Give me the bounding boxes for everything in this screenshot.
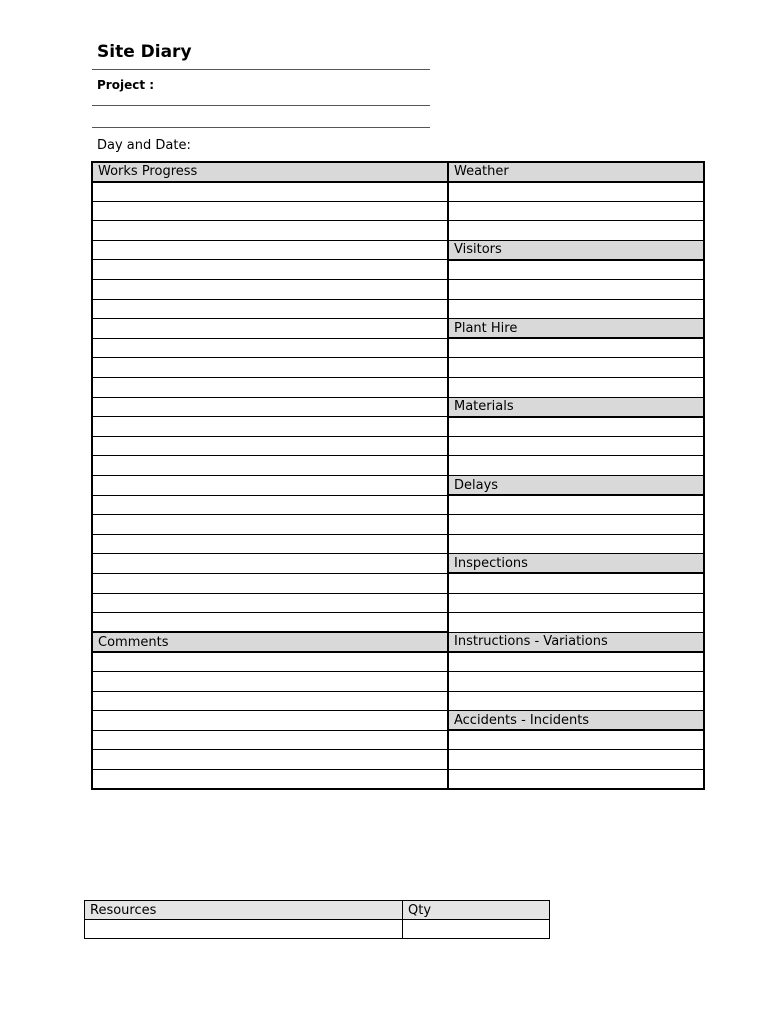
section-heading-instructions-variations: Instructions - Variations (448, 632, 704, 652)
resources-header-qty: Qty (403, 901, 550, 920)
table-row (92, 750, 704, 770)
page-title: Site Diary (97, 42, 192, 62)
table-row (92, 769, 704, 789)
instructions-variations-entry-cell[interactable] (448, 671, 704, 691)
works-progress-entry-cell[interactable] (92, 201, 448, 221)
visitors-entry-cell[interactable] (448, 260, 704, 280)
table-row (92, 417, 704, 437)
weather-entry-cell[interactable] (448, 221, 704, 241)
works-progress-entry-cell[interactable] (92, 534, 448, 554)
table-row (92, 613, 704, 633)
table-row (92, 495, 704, 515)
table-row (92, 338, 704, 358)
works-progress-entry-cell[interactable] (92, 378, 448, 398)
table-row (92, 476, 704, 496)
table-row (92, 221, 704, 241)
comments-entry-cell[interactable] (92, 730, 448, 750)
table-row (92, 201, 704, 221)
table-row (85, 920, 550, 939)
instructions-variations-entry-cell[interactable] (448, 652, 704, 672)
table-row (92, 554, 704, 574)
site-diary-table (91, 161, 705, 790)
delays-entry-cell[interactable] (448, 534, 704, 554)
works-progress-entry-cell[interactable] (92, 495, 448, 515)
inspections-entry-cell[interactable] (448, 573, 704, 593)
section-heading-materials: Materials (448, 397, 704, 417)
table-row (92, 534, 704, 554)
works-progress-entry-cell[interactable] (92, 554, 448, 574)
works-progress-entry-cell[interactable] (92, 260, 448, 280)
table-row (92, 671, 704, 691)
section-heading-plant-hire: Plant Hire (448, 319, 704, 339)
resources-table (84, 900, 550, 939)
comments-entry-cell[interactable] (92, 711, 448, 731)
inspections-entry-cell[interactable] (448, 613, 704, 633)
works-progress-entry-cell[interactable] (92, 593, 448, 613)
resources-qty-cell[interactable] (403, 920, 550, 939)
works-progress-entry-cell[interactable] (92, 319, 448, 339)
plant-hire-entry-cell[interactable] (448, 358, 704, 378)
works-progress-entry-cell[interactable] (92, 358, 448, 378)
table-row (92, 397, 704, 417)
works-progress-entry-cell[interactable] (92, 397, 448, 417)
project-field-line-2[interactable] (92, 127, 430, 128)
resources-resources-cell[interactable] (85, 920, 403, 939)
delays-entry-cell[interactable] (448, 515, 704, 535)
works-progress-entry-cell[interactable] (92, 221, 448, 241)
comments-entry-cell[interactable] (92, 671, 448, 691)
accidents-incidents-entry-cell[interactable] (448, 769, 704, 789)
comments-entry-cell[interactable] (92, 652, 448, 672)
table-row (92, 691, 704, 711)
section-heading-accidents-incidents: Accidents - Incidents (448, 711, 704, 731)
works-progress-entry-cell[interactable] (92, 240, 448, 260)
table-row (92, 515, 704, 535)
accidents-incidents-entry-cell[interactable] (448, 750, 704, 770)
section-heading-works-progress: Works Progress (92, 162, 448, 182)
materials-entry-cell[interactable] (448, 417, 704, 437)
works-progress-entry-cell[interactable] (92, 436, 448, 456)
plant-hire-entry-cell[interactable] (448, 338, 704, 358)
comments-entry-cell[interactable] (92, 691, 448, 711)
instructions-variations-entry-cell[interactable] (448, 691, 704, 711)
table-row (92, 436, 704, 456)
section-heading-visitors: Visitors (448, 240, 704, 260)
works-progress-entry-cell[interactable] (92, 338, 448, 358)
table-row (92, 162, 704, 182)
table-row (92, 299, 704, 319)
table-row (92, 652, 704, 672)
table-row (92, 632, 704, 652)
table-row (92, 711, 704, 731)
table-row (92, 280, 704, 300)
table-row (92, 182, 704, 202)
weather-entry-cell[interactable] (448, 182, 704, 202)
materials-entry-cell[interactable] (448, 456, 704, 476)
materials-entry-cell[interactable] (448, 436, 704, 456)
table-row (92, 593, 704, 613)
section-heading-comments: Comments (92, 632, 448, 652)
table-row (92, 319, 704, 339)
comments-entry-cell[interactable] (92, 750, 448, 770)
resources-header-resources: Resources (85, 901, 403, 920)
works-progress-entry-cell[interactable] (92, 417, 448, 437)
weather-entry-cell[interactable] (448, 201, 704, 221)
accidents-incidents-entry-cell[interactable] (448, 730, 704, 750)
table-row (92, 730, 704, 750)
works-progress-entry-cell[interactable] (92, 280, 448, 300)
works-progress-entry-cell[interactable] (92, 573, 448, 593)
works-progress-entry-cell[interactable] (92, 299, 448, 319)
comments-entry-cell[interactable] (92, 769, 448, 789)
section-heading-inspections: Inspections (448, 554, 704, 574)
works-progress-entry-cell[interactable] (92, 515, 448, 535)
delays-entry-cell[interactable] (448, 495, 704, 515)
plant-hire-entry-cell[interactable] (448, 378, 704, 398)
table-row (92, 358, 704, 378)
works-progress-entry-cell[interactable] (92, 613, 448, 633)
visitors-entry-cell[interactable] (448, 280, 704, 300)
title-underline (92, 69, 430, 70)
table-row (92, 378, 704, 398)
resources-header-row (85, 901, 550, 920)
works-progress-entry-cell[interactable] (92, 182, 448, 202)
table-row (92, 456, 704, 476)
project-label: Project : (97, 78, 155, 92)
table-row (92, 573, 704, 593)
works-progress-entry-cell[interactable] (92, 456, 448, 476)
table-row (92, 240, 704, 260)
project-field-line[interactable] (92, 105, 430, 106)
works-progress-entry-cell[interactable] (92, 476, 448, 496)
day-date-label: Day and Date: (97, 138, 191, 153)
section-heading-weather: Weather (448, 162, 704, 182)
table-row (92, 260, 704, 280)
section-heading-delays: Delays (448, 476, 704, 496)
inspections-entry-cell[interactable] (448, 593, 704, 613)
visitors-entry-cell[interactable] (448, 299, 704, 319)
